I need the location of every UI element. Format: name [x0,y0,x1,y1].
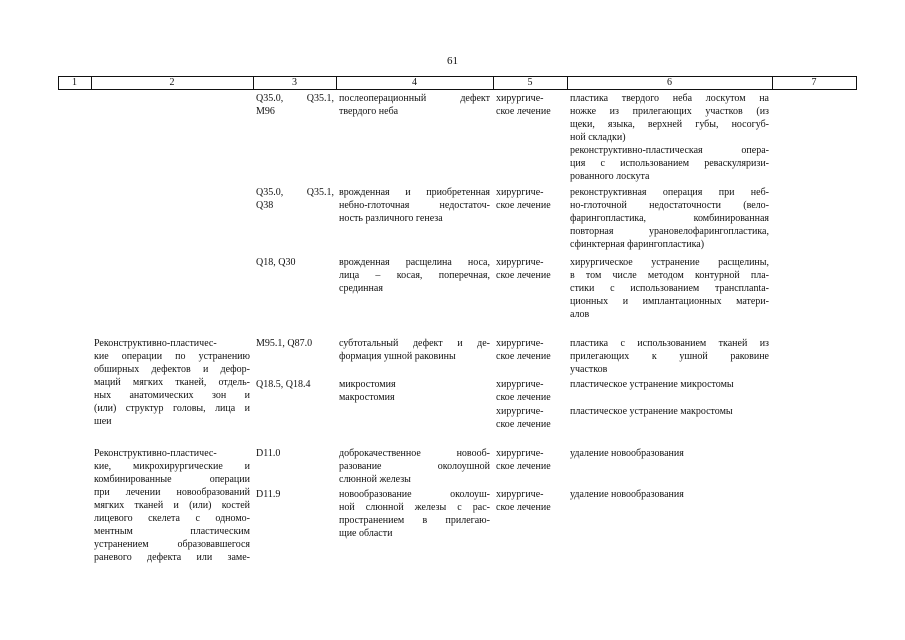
treatment-type: хирургиче- [496,379,544,390]
group-name-line: Реконструктивно-пластичес- [94,448,217,459]
diagnosis-codes: D11.0 [256,448,281,459]
method-text: фарингопластика, комбинированная [570,213,769,224]
group-name-line: шеи [94,416,112,427]
column-header: 2 [169,77,175,88]
diagnosis-codes: Q18.5, Q18.4 [256,379,311,390]
condition-text: микростомия [339,379,396,390]
column-header: 1 [72,77,77,88]
method-text: пластическое устранение микростомы [570,379,734,390]
page-number: 61 [447,55,458,67]
group-name-line: мягких тканей и (или) костей [94,500,250,511]
method-text: удаление новообразования [570,448,684,459]
group-name-line: кие операции по устранению [94,351,250,362]
treatment-type: ское лечение [496,270,551,281]
treatment-type: ское лечение [496,351,551,362]
method-text: участков [570,364,608,375]
condition-text: субтотальный дефект и де- [339,338,490,349]
treatment-type: ское лечение [496,106,551,117]
method-text: в том числе методом контурной пла- [570,270,769,281]
treatment-type: ское лечение [496,419,551,430]
header-divider [856,76,857,89]
method-text: хирургическое устранение расщелины, [570,257,769,268]
column-header: 3 [292,77,297,88]
method-text: ножке из прилегающих участков (из [570,106,769,117]
diagnosis-codes: M96 [256,106,275,117]
treatment-type: ское лечение [496,461,551,472]
condition-text: ной слюнной железы с рас- [339,502,490,513]
method-text: но-глоточной недостаточности (вело- [570,200,769,211]
group-name-line: устранением образовавшегося [94,539,250,550]
treatment-type: хирургиче- [496,489,544,500]
treatment-type: хирургиче- [496,338,544,349]
diagnosis-codes: Q35.0, Q35.1, [256,187,334,198]
group-name-line: Реконструктивно-пластичес- [94,338,217,349]
condition-text: щие области [339,528,393,539]
condition-text: новообразование околоуш- [339,489,490,500]
diagnosis-codes: Q18, Q30 [256,257,296,268]
column-header: 7 [811,77,817,88]
column-header: 6 [667,77,672,88]
method-text: пластическое устранение макростомы [570,406,733,417]
table-header-bottom-rule [58,89,857,90]
group-name-line: комбинированные операции [94,474,250,485]
treatment-type: ское лечение [496,502,551,513]
diagnosis-codes: Q35.0, Q35.1, [256,93,334,104]
group-name-line: лицевого скелета с одномо- [94,513,250,524]
method-text: удаление новообразования [570,489,684,500]
condition-text: лица – косая, поперечная, [339,270,490,281]
condition-text: срединная [339,283,383,294]
group-name-line: маций мягких тканей, отдель- [94,377,250,388]
condition-text: врожденная и приобретенная [339,187,490,198]
condition-text: пространением в прилегаю- [339,515,490,526]
method-text: пластика твердого неба лоскутом на [570,93,769,104]
method-text: алов [570,309,590,320]
condition-text: разование околоушной [339,461,490,472]
treatment-type: хирургиче- [496,406,544,417]
method-text: щеки, языка, верхней губы, носогуб- [570,119,769,130]
treatment-type: хирургиче- [496,448,544,459]
treatment-type: хирургиче- [496,257,544,268]
column-header: 5 [527,77,533,88]
condition-text: твердого неба [339,106,399,117]
column-header: 4 [412,77,417,88]
condition-text: слюнной железы [339,474,411,485]
group-name-line: ментным пластическим [94,526,250,537]
method-text: прилегающих к ушной раковине [570,351,769,362]
diagnosis-codes: Q38 [256,200,274,211]
method-text: реконструктивная операция при неб- [570,187,769,198]
condition-text: небно-глоточная недостаточ- [339,200,490,211]
method-text: ной складки) [570,132,626,143]
condition-text: макростомия [339,392,395,403]
treatment-type: ское лечение [496,392,551,403]
condition-text: врожденная расщелина носа, [339,257,490,268]
method-text: пластика с использованием тканей из [570,338,769,349]
group-name-line: обширных дефектов и дефор- [94,364,250,375]
group-name-line: кие, микрохирургические и [94,461,250,472]
method-text: стики с использованием трансплanta- [570,283,769,294]
condition-text: формация ушной раковины [339,351,456,362]
method-text: сфинктерная фарингопластика) [570,239,705,250]
treatment-type: хирургиче- [496,93,544,104]
treatment-type: ское лечение [496,200,551,211]
method-text: ционных и имплантационных матери- [570,296,769,307]
method-text: повторная урановелофарингопластика, [570,226,769,237]
method-text: рованного лоскута [570,171,650,182]
diagnosis-codes: D11.9 [256,489,281,500]
group-name-line: ных анатомических зон и [94,390,250,401]
group-name-line: раневого дефекта или заме- [94,552,250,563]
diagnosis-codes: M95.1, Q87.0 [256,338,313,349]
treatment-type: хирургиче- [496,187,544,198]
method-text: реконструктивно-пластическая опера- [570,145,769,156]
method-text: ция с использованием реваскуляризи- [570,158,769,169]
condition-text: ность различного генеза [339,213,443,224]
condition-text: послеоперационный дефект [339,93,490,104]
condition-text: доброкачественное новооб- [339,448,490,459]
group-name-line: при лечении новообразований [94,487,250,498]
group-name-line: (или) структур головы, лица и [94,403,250,414]
